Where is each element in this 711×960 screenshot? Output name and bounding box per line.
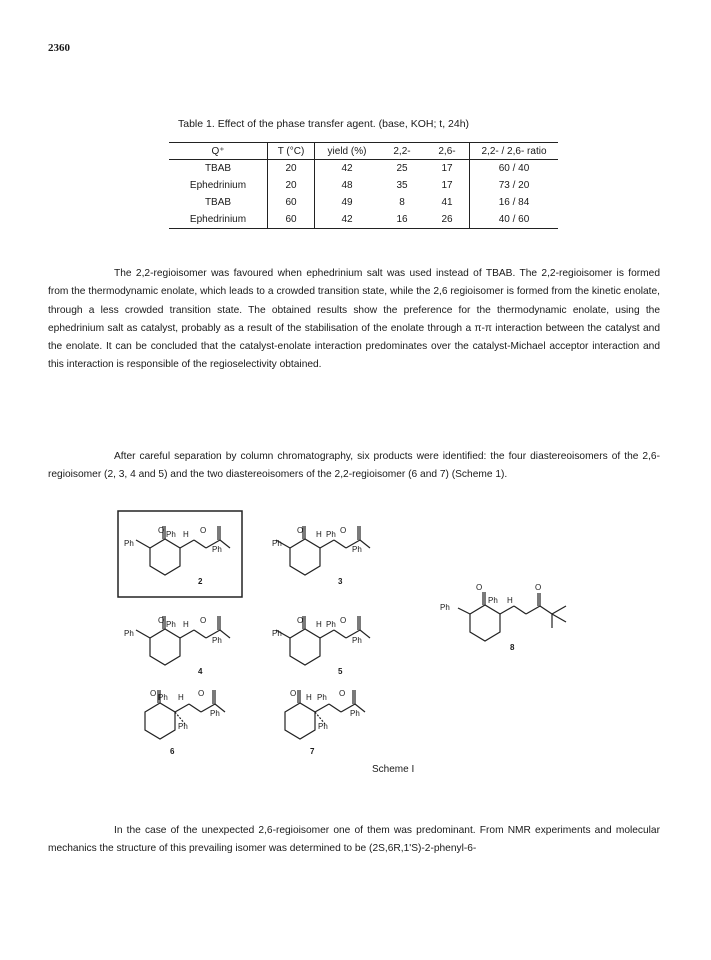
svg-text:Ph: Ph (317, 693, 327, 702)
svg-text:O: O (535, 583, 542, 592)
svg-text:O: O (297, 616, 304, 625)
svg-text:Ph: Ph (326, 530, 336, 539)
svg-text:Ph: Ph (352, 636, 362, 645)
svg-text:8: 8 (510, 643, 515, 652)
compound-7-structure (285, 689, 365, 756)
svg-text:Ph: Ph (272, 629, 282, 638)
compound-6-structure (145, 689, 225, 756)
cell-catalyst: TBAB (204, 163, 232, 174)
svg-text:Ph: Ph (212, 545, 222, 554)
svg-text:Ph: Ph (352, 545, 362, 554)
compound-8-structure (440, 583, 566, 652)
svg-text:Ph: Ph (158, 693, 168, 702)
table-row (169, 194, 558, 211)
svg-text:Ph: Ph (440, 603, 450, 612)
col-header-22: 2,2- (379, 143, 425, 160)
svg-text:Ph: Ph (124, 629, 134, 638)
cell-catalyst: TBAB (204, 197, 232, 208)
col-header-26: 2,6- (425, 143, 470, 160)
cell-ratio: 16 / 84 (470, 194, 559, 211)
svg-text:H: H (183, 620, 189, 629)
cell-26: 17 (441, 163, 453, 174)
svg-text:O: O (158, 616, 165, 625)
table-header-row (169, 143, 558, 160)
svg-text:O: O (150, 689, 157, 698)
scheme-label: Scheme I (372, 764, 415, 775)
compound-3-structure (272, 526, 370, 586)
svg-text:H: H (316, 530, 322, 539)
svg-text:7: 7 (310, 747, 315, 756)
svg-text:O: O (297, 526, 304, 535)
cell-ratio: 60 / 40 (470, 160, 559, 178)
cell-temperature: 20 (268, 160, 315, 178)
col-header-ratio: 2,2- / 2,6- ratio (470, 143, 559, 160)
svg-text:H: H (306, 693, 312, 702)
svg-text:O: O (200, 526, 207, 535)
cell-yield: 49 (315, 194, 380, 211)
svg-text:Ph: Ph (124, 539, 134, 548)
svg-text:Ph: Ph (212, 636, 222, 645)
cell-ratio: 73 / 20 (470, 177, 559, 194)
cell-temperature: 20 (268, 177, 315, 194)
cell-catalyst: Ephedrinium (189, 180, 247, 191)
svg-text:4: 4 (198, 667, 203, 676)
cell-yield: 42 (315, 211, 380, 229)
table-caption: Table 1. Effect of the phase transfer agent. (base, KOH; t, 24h) (178, 118, 470, 130)
svg-text:2: 2 (198, 577, 203, 586)
cell-26: 26 (425, 211, 470, 229)
cell-temperature: 60 (268, 211, 315, 229)
svg-text:Ph: Ph (166, 530, 176, 539)
svg-text:Ph: Ph (166, 620, 176, 629)
compound-2-structure (124, 526, 230, 586)
paragraph-nmr (48, 822, 660, 859)
paragraph-regioselectivity (48, 265, 660, 375)
svg-text:Ph: Ph (488, 596, 498, 605)
col-header-catalyst: Q⁺ (169, 143, 268, 160)
cell-26: 17 (441, 180, 453, 191)
svg-text:O: O (198, 689, 205, 698)
cell-catalyst: Ephedrinium (169, 211, 268, 229)
paragraph-text: After careful separation by column chromatography, six products were identified: the four diastereoisomers of the 2,6-regioisomer (2, 3, 4 and 5) and the two diastereoisomers of the 2,2-regioisomer (6 and 7) (Scheme 1). (48, 451, 660, 481)
cell-temperature: 60 (268, 194, 315, 211)
compound-4-structure (124, 616, 230, 676)
col-header-yield: yield (%) (315, 143, 380, 160)
table-row (169, 160, 558, 178)
scheme-structures (0, 500, 711, 765)
compound-5-structure (272, 616, 370, 676)
svg-text:Ph: Ph (178, 722, 188, 731)
cell-ratio: 40 / 60 (470, 211, 559, 229)
cell-22: 35 (396, 180, 408, 191)
svg-text:O: O (340, 616, 347, 625)
svg-text:6: 6 (170, 747, 175, 756)
svg-text:Ph: Ph (318, 722, 328, 731)
cell-22: 25 (396, 163, 408, 174)
svg-text:Ph: Ph (272, 539, 282, 548)
col-header-temperature: T (°C) (268, 143, 315, 160)
svg-text:O: O (476, 583, 483, 592)
cell-22: 16 (379, 211, 425, 229)
svg-text:H: H (183, 530, 189, 539)
svg-text:3: 3 (338, 577, 343, 586)
table-row (169, 177, 558, 194)
table-row (169, 211, 558, 229)
svg-text:Ph: Ph (326, 620, 336, 629)
results-table (169, 142, 558, 229)
svg-text:Ph: Ph (350, 709, 360, 718)
svg-text:H: H (178, 693, 184, 702)
svg-text:H: H (507, 596, 513, 605)
paragraph-text: The 2,2-regioisomer was favoured when ephedrinium salt was used instead of TBAB. The 2,2-regioisomer is formed from the thermodynamic enolate, which leads to a crowded transition state, while the 2,6 regioisomer is formed from the kinetic enolate, through a less crowded transition state. The obtained results show the preference for the thermodynamic enolate, using the ephedrinium salt as catalyst, probably as a result of the stabilisation of the enolate through a π-π interaction between the catalyst and the enolate. It can be concluded that the catalyst-enolate interaction predominates over the catalyst-Michael acceptor interaction and this interaction is responsible of the regioselectivity obtained. (48, 268, 660, 371)
paragraph-text: In the case of the unexpected 2,6-regioisomer one of them was predominant. From NMR experiments and molecular mechanics the structure of this prevailing isomer was determined to be (2S,6R,1'S)-2-phenyl-6- (48, 825, 660, 855)
svg-text:5: 5 (338, 667, 343, 676)
svg-text:O: O (290, 689, 297, 698)
svg-text:Ph: Ph (210, 709, 220, 718)
svg-text:H: H (316, 620, 322, 629)
cell-26: 41 (441, 197, 453, 208)
svg-text:O: O (200, 616, 207, 625)
svg-text:O: O (340, 526, 347, 535)
paragraph-separation (48, 448, 660, 485)
svg-text:O: O (339, 689, 346, 698)
page-number: 2360 (48, 42, 70, 54)
svg-text:O: O (158, 526, 165, 535)
cell-yield: 42 (315, 160, 380, 178)
cell-yield: 48 (315, 177, 380, 194)
cell-22: 8 (399, 197, 405, 208)
